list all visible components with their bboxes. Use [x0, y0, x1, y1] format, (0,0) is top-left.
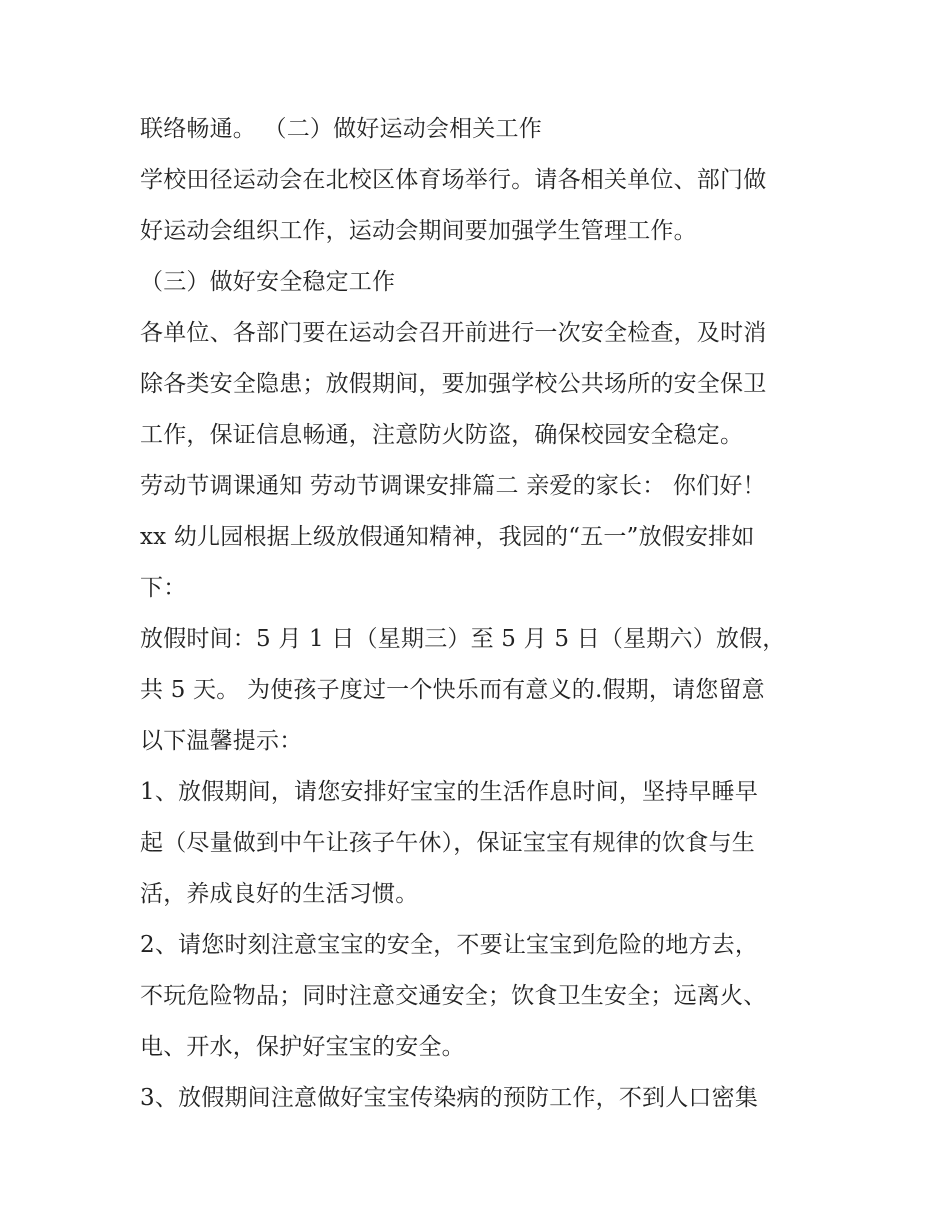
list-item-line: 起（尽量做到中午让孩子午休），保证宝宝有规律的饮食与生: [140, 830, 755, 856]
text-line: 工作，保证信息畅通，注意防火防盗，确保校园安全稳定。: [140, 422, 744, 448]
section-heading: （三）做好安全稳定工作: [140, 269, 396, 295]
list-item-line: 3、放假期间注意做好宝宝传染病的预防工作，不到人口密集: [140, 1085, 759, 1111]
list-item-line: 活，养成良好的生活习惯。: [140, 881, 419, 907]
text-line: 劳动节调课通知 劳动节调课安排篇二 亲爱的家长： 你们好！: [140, 473, 766, 499]
text-line: xx 幼儿园根据上级放假通知精神，我园的“五一”放假安排如: [140, 524, 755, 550]
text-line: 下：: [140, 575, 187, 601]
text-line: 放假时间：5 月 1 日（星期三）至 5 月 5 日（星期六）放假，: [140, 626, 786, 652]
text-line: 除各类安全隐患；放假期间，要加强学校公共场所的安全保卫: [140, 371, 767, 397]
list-item-line: 2、请您时刻注意宝宝的安全，不要让宝宝到危险的地方去，: [140, 932, 759, 958]
text-line: 以下温馨提示：: [140, 728, 303, 754]
list-item-line: 电、开水，保护好宝宝的安全。: [140, 1034, 465, 1060]
text-line: 好运动会组织工作，运动会期间要加强学生管理工作。: [140, 218, 697, 244]
text-line: 各单位、各部门要在运动会召开前进行一次安全检查，及时消: [140, 320, 767, 346]
text-line: 联络畅通。 （二）做好运动会相关工作: [140, 116, 542, 142]
text-line: 学校田径运动会在北校区体育场举行。请各相关单位、部门做: [140, 167, 767, 193]
text-line: 共 5 天。 为使孩子度过一个快乐而有意义的.假期，请您留意: [140, 677, 765, 703]
list-item-line: 1、放假期间，请您安排好宝宝的生活作息时间，坚持早睡早: [140, 779, 759, 805]
document-body: [140, 104, 820, 1124]
list-item-line: 不玩危险物品；同时注意交通安全；饮食卫生安全；远离火、: [140, 983, 767, 1009]
